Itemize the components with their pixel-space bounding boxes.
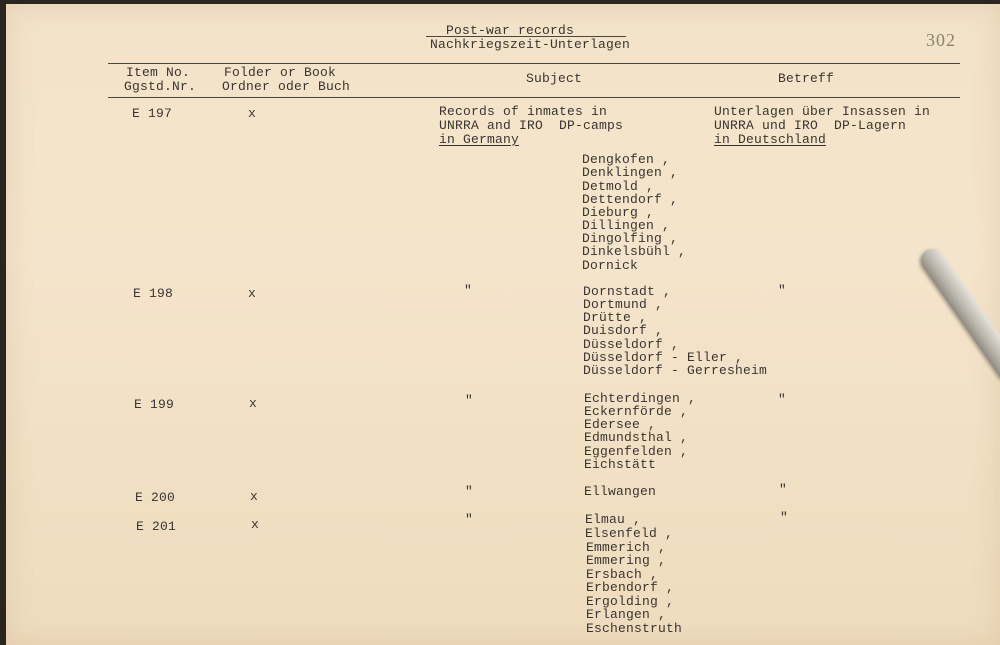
folder-mark: x (249, 396, 258, 411)
item-number: E 199 (134, 397, 175, 412)
place-name: Erbendorf , (586, 580, 675, 595)
place-name: Duisdorf , (583, 323, 664, 338)
item-number: E 197 (132, 106, 173, 121)
folder-mark: x (248, 286, 257, 301)
column-folder-de: Ordner oder Buch (222, 79, 351, 94)
place-name: Dieburg , (582, 205, 655, 220)
place-name: Edersee , (584, 417, 657, 432)
subject-ditto: " (465, 393, 474, 408)
column-folder-en: Folder or Book (224, 65, 337, 80)
place-name: Elsenfeld , (585, 526, 674, 541)
subject-line: Records of inmates in (439, 104, 608, 119)
betreff-line: UNRRA und IRO DP-Lagern (714, 118, 907, 133)
place-name: Dornstadt , (583, 284, 672, 299)
subject-line: UNRRA and IRO DP-camps (439, 118, 624, 133)
folder-mark: x (251, 517, 260, 532)
place-name: Dengkofen , (582, 152, 671, 167)
betreff-line: in Deutschland (714, 132, 827, 147)
page-number: 302 (926, 30, 956, 50)
subject-ditto: " (465, 484, 474, 499)
place-name: Dingolfing , (582, 231, 679, 246)
subject-ditto: " (465, 512, 474, 527)
pen-tip (916, 244, 1000, 381)
place-name: Emmering , (586, 553, 667, 568)
place-name: Edmundsthal , (584, 430, 689, 445)
title-underline (426, 36, 626, 37)
place-name: Emmerich , (586, 540, 667, 555)
document-page (6, 4, 1000, 645)
place-name: Düsseldorf - Eller , (583, 350, 744, 365)
place-name: Eschenstruth (586, 621, 683, 636)
place-name: Dinkelsbühl , (582, 244, 687, 259)
place-name: Dortmund , (583, 297, 664, 312)
header-bottom-rule (108, 97, 960, 98)
column-item-en: Item No. (126, 65, 191, 80)
column-item-de: Ggstd.Nr. (124, 79, 197, 94)
place-name: Ergolding , (586, 594, 675, 609)
subject-line: in Germany (439, 132, 520, 147)
item-number: E 200 (135, 490, 176, 505)
place-name: Denklingen , (582, 165, 679, 180)
betreff-line: Unterlagen über Insassen in (714, 104, 931, 119)
place-name: Düsseldorf - Gerresheim (583, 363, 768, 378)
place-name: Ersbach , (586, 567, 659, 582)
place-name: Dettendorf , (582, 192, 679, 207)
header-top-rule (108, 63, 960, 64)
place-name: Drütte , (583, 310, 648, 325)
title-german: Nachkriegszeit-Unterlagen (430, 37, 631, 52)
folder-mark: x (250, 489, 259, 504)
place-name: Dillingen , (582, 218, 671, 233)
title-english: Post-war records (446, 23, 575, 38)
place-name: Eichstätt (584, 457, 657, 472)
subject-ditto: " (464, 283, 473, 298)
betreff-ditto: " (778, 392, 787, 407)
place-name: Düsseldorf , (583, 337, 680, 352)
place-name: Erlangen , (586, 607, 667, 622)
place-name: Ellwangen (584, 484, 657, 499)
place-name: Dornick (582, 258, 639, 273)
place-name: Eggenfelden , (584, 444, 689, 459)
betreff-ditto: " (780, 510, 789, 525)
item-number: E 198 (133, 286, 174, 301)
place-name: Eckernförde , (584, 404, 689, 419)
place-name: Detmold , (582, 179, 655, 194)
place-name: Elmau , (585, 512, 642, 527)
column-betreff: Betreff (778, 71, 835, 86)
betreff-ditto: " (779, 482, 788, 497)
betreff-ditto: " (778, 283, 787, 298)
column-subject: Subject (526, 71, 583, 86)
folder-mark: x (248, 106, 257, 121)
item-number: E 201 (136, 519, 177, 534)
place-name: Echterdingen , (584, 391, 697, 406)
